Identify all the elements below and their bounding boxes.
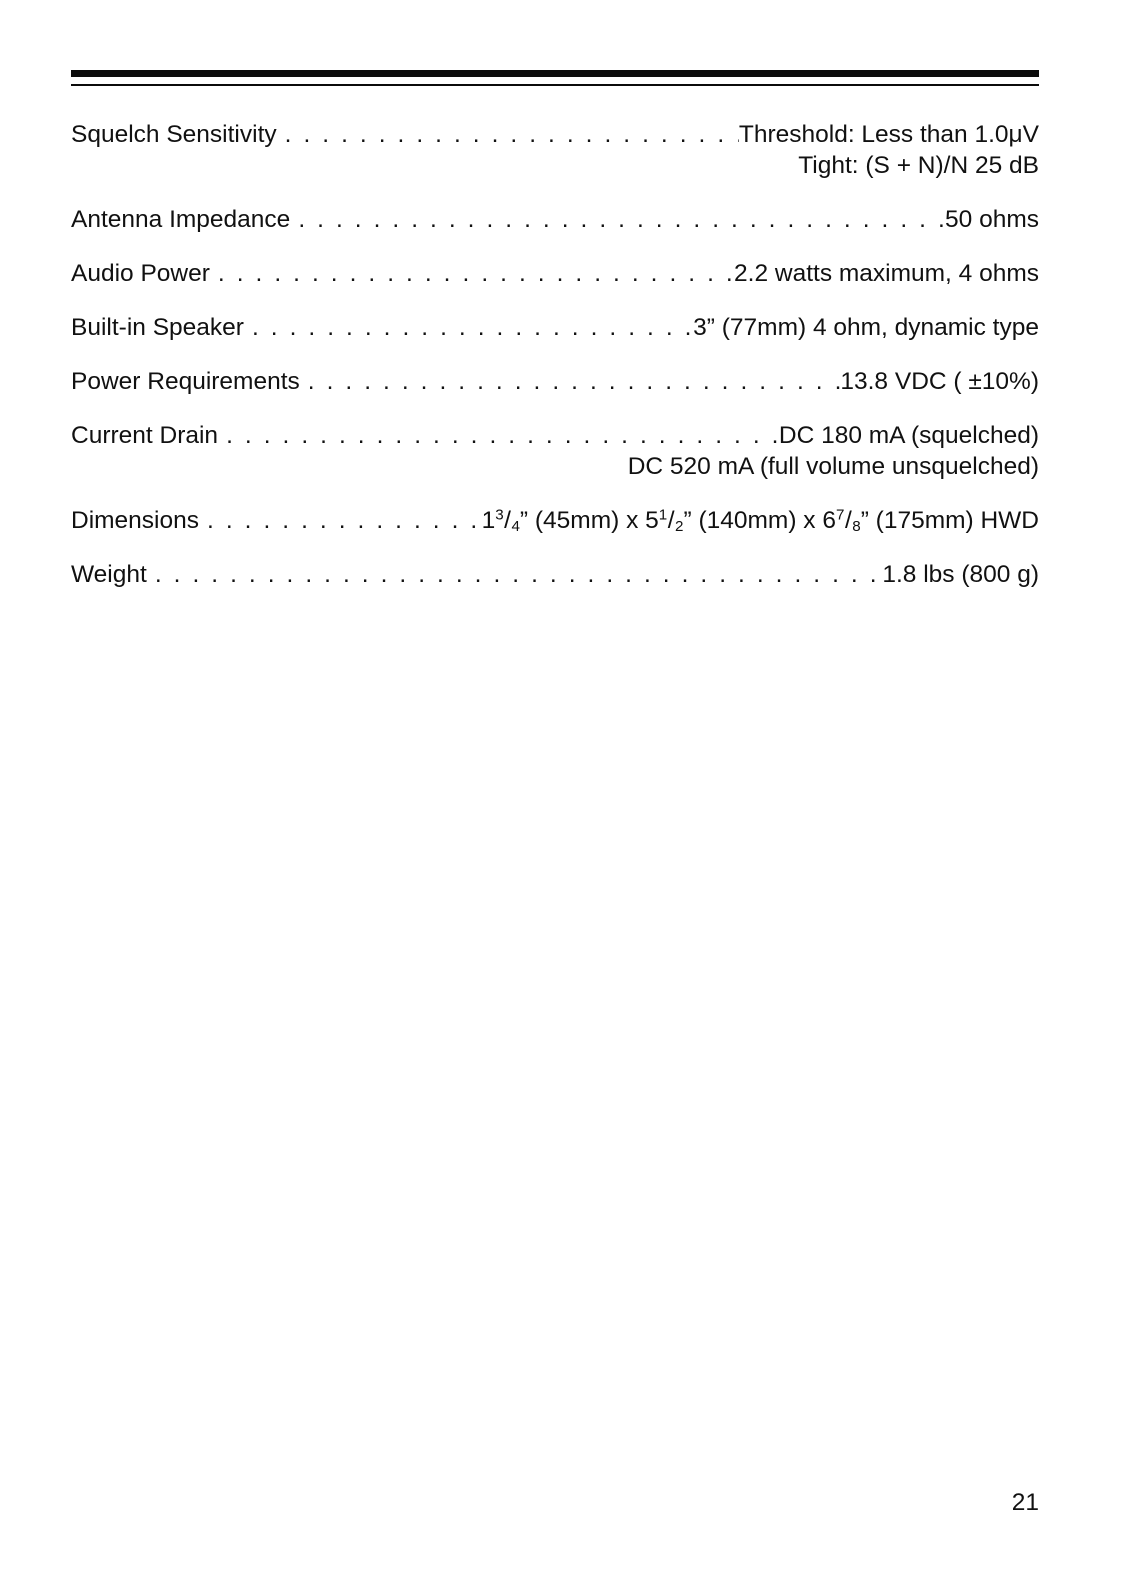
specifications-list <box>71 119 1039 613</box>
depth-rest: ” (175mm) HWD <box>860 507 1039 534</box>
width-denominator: 2 <box>675 518 684 536</box>
spec-label: Dimensions <box>71 507 199 534</box>
spec-antenna-impedance <box>71 204 1039 235</box>
fraction-slash: / <box>504 507 511 534</box>
spec-squelch-sensitivity <box>71 119 1039 181</box>
spec-value: 50 ohms <box>945 206 1039 233</box>
fraction-slash: / <box>844 507 852 534</box>
depth-whole: 6 <box>822 507 836 534</box>
spec-power-requirements <box>71 366 1039 397</box>
spec-label: Power Requirements <box>71 368 300 395</box>
dot-leader <box>290 204 945 235</box>
width-numerator: 1 <box>658 506 668 524</box>
spec-current-drain <box>71 420 1039 482</box>
height-whole: 1 <box>481 507 496 534</box>
dot-leader <box>277 119 739 150</box>
spec-value: 1.8 lbs (800 g) <box>882 561 1039 588</box>
dot-leader <box>199 505 482 536</box>
spec-label: Built-in Speaker <box>71 314 244 341</box>
depth-numerator: 7 <box>835 506 845 524</box>
height-numerator: 3 <box>495 506 504 524</box>
dot-leader <box>218 420 779 451</box>
dot-leader <box>147 559 883 590</box>
page-number: 21 <box>1011 1489 1039 1516</box>
spec-label: Weight <box>71 561 147 588</box>
height-denominator: 4 <box>511 518 520 536</box>
spec-value: Threshold: Less than 1.0μV <box>738 121 1039 148</box>
dot-leader <box>244 312 693 343</box>
header-rule-thick <box>71 70 1039 77</box>
spec-label: Squelch Sensitivity <box>71 121 277 148</box>
fraction-slash: / <box>667 507 675 534</box>
spec-label: Antenna Impedance <box>71 206 291 233</box>
spec-weight <box>71 559 1039 590</box>
spec-value-line-2: Tight: (S + N)/N 25 dB <box>798 152 1039 179</box>
spec-value: 3” (77mm) 4 ohm, dynamic type <box>693 314 1039 341</box>
height-rest: ” (45mm) x <box>519 507 646 534</box>
width-whole: 5 <box>645 507 659 534</box>
dot-leader <box>210 258 734 289</box>
spec-audio-power <box>71 258 1039 289</box>
width-rest: ” (140mm) x <box>683 507 823 534</box>
spec-value: 2.2 watts maximum, 4 ohms <box>734 260 1039 287</box>
spec-dimensions <box>71 505 1039 536</box>
spec-built-in-speaker <box>71 312 1039 343</box>
spec-label: Audio Power <box>71 260 210 287</box>
spec-label: Current Drain <box>71 422 219 449</box>
header-rule-thin <box>71 84 1039 86</box>
spec-value: 13.8 VDC ( ±10%) <box>840 368 1039 395</box>
spec-value <box>482 505 1039 536</box>
depth-denominator: 8 <box>852 518 861 536</box>
spec-value: DC 180 mA (squelched) <box>778 422 1039 449</box>
dot-leader <box>300 366 841 397</box>
spec-value-line-2: DC 520 mA (full volume unsquelched) <box>627 453 1039 480</box>
